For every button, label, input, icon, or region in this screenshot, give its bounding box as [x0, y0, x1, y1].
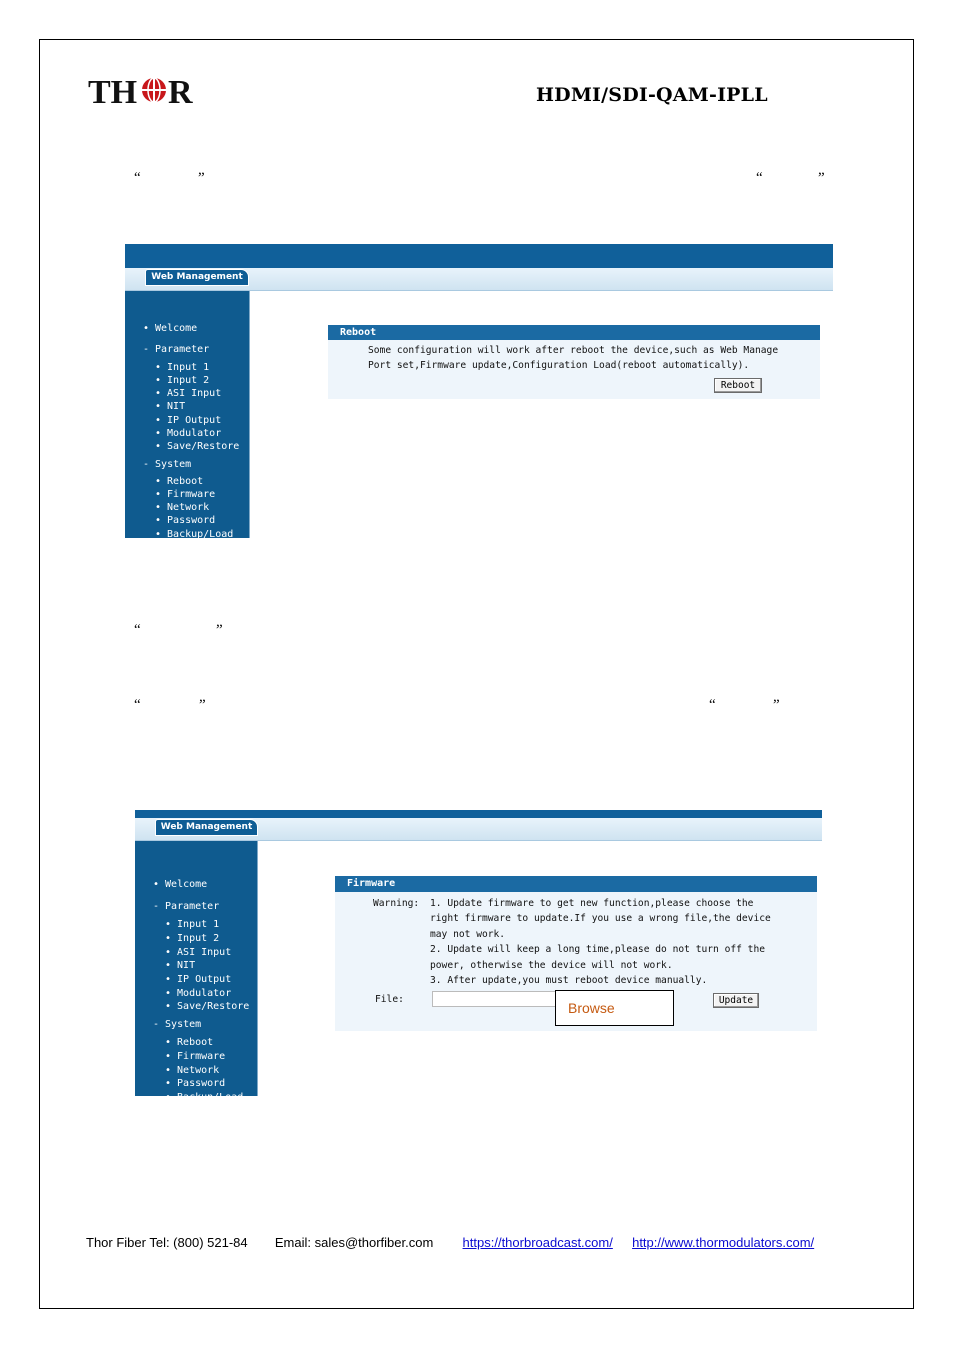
sidebar-item[interactable]: • Password: [155, 515, 216, 526]
reboot-message-line: Port set,Firmware update,Configuration Load(reboot automatically).: [368, 360, 750, 371]
reboot-screenshot: [125, 244, 833, 538]
quote-open: “: [134, 622, 141, 638]
firmware-screenshot: [135, 810, 822, 1103]
sidebar-menu: [125, 291, 250, 538]
sidebar-item[interactable]: • Reboot: [155, 476, 204, 487]
quote-close: ”: [216, 622, 223, 638]
footer-tel: Thor Fiber Tel: (800) 521-84: [86, 1235, 248, 1250]
sidebar-item[interactable]: • Backup/Load: [155, 529, 234, 540]
quote-open: “: [134, 697, 141, 713]
browse-button[interactable]: Browse: [555, 990, 674, 1026]
sidebar-menu: [135, 841, 258, 1103]
footer: [86, 1235, 814, 1250]
warning-line: 1. Update firmware to get new function,please choose the: [430, 898, 754, 909]
reboot-button[interactable]: Reboot: [714, 378, 762, 393]
document-title: HDMI/SDI-QAM-IPLL: [536, 84, 768, 106]
panel-title: Firmware: [335, 876, 817, 892]
footer-link-thormodulators[interactable]: http://www.thormodulators.com/: [632, 1235, 815, 1250]
warning-line: may not work.: [430, 928, 506, 940]
sidebar-item[interactable]: • Reboot: [165, 1037, 214, 1048]
sidebar-item[interactable]: - System: [143, 459, 192, 470]
sidebar-item[interactable]: • Save/Restore: [165, 1001, 250, 1012]
update-button[interactable]: Update: [713, 993, 759, 1008]
warning-line: power, otherwise the device will not work.: [430, 959, 673, 971]
sidebar-item[interactable]: • Input 2: [165, 933, 220, 944]
reboot-panel: [328, 325, 820, 399]
sidebar-item[interactable]: • ASI Input: [155, 388, 222, 399]
quote-open: “: [134, 170, 141, 186]
sidebar-item[interactable]: • ASI Input: [165, 947, 232, 958]
sidebar-item[interactable]: • Input 1: [155, 362, 210, 373]
sidebar-item[interactable]: • Modulator: [155, 428, 222, 439]
sidebar-item[interactable]: - Parameter: [153, 901, 220, 912]
quote-close: ”: [818, 170, 825, 186]
sidebar-item[interactable]: • IP Output: [165, 974, 232, 985]
sidebar-item[interactable]: • Firmware: [155, 489, 216, 500]
sidebar-item[interactable]: • Modulator: [165, 988, 232, 999]
sidebar-item[interactable]: • Input 2: [155, 375, 210, 386]
sidebar-item[interactable]: - Parameter: [143, 344, 210, 355]
top-banner: [135, 810, 822, 818]
quote-close: ”: [199, 697, 206, 713]
sidebar-item[interactable]: • Input 1: [165, 919, 220, 930]
sidebar-item[interactable]: • Welcome: [153, 879, 208, 890]
file-input[interactable]: [432, 991, 558, 1007]
sidebar-item[interactable]: • Firmware: [165, 1051, 226, 1062]
sidebar-item[interactable]: - System: [153, 1019, 202, 1030]
web-management-tab[interactable]: Web Management: [145, 269, 249, 286]
footer-link-thorbroadcast[interactable]: https://thorbroadcast.com/: [462, 1235, 613, 1250]
sidebar-item[interactable]: • NIT: [165, 960, 196, 971]
warning-line: 2. Update will keep a long time,please do not turn off the: [430, 944, 766, 956]
sidebar-item[interactable]: • Network: [165, 1065, 220, 1076]
quote-close: ”: [198, 170, 205, 186]
svg-text:TH: TH: [88, 74, 138, 111]
svg-text:R: R: [168, 74, 193, 111]
sidebar-item[interactable]: • IP Output: [155, 415, 222, 426]
reboot-message-line: Some configuration will work after reboot the device,such as Web Manage: [368, 345, 779, 356]
sidebar-item[interactable]: • NIT: [155, 401, 186, 412]
warning-line: right firmware to update.If you use a wrong file,the device: [430, 913, 771, 925]
thor-logo: [88, 70, 208, 110]
panel-title: Reboot: [328, 325, 820, 340]
warning-line: 3. After update,you must reboot device manually.: [430, 975, 708, 986]
file-label: File:: [375, 994, 404, 1005]
top-banner: [125, 244, 833, 268]
web-management-tab[interactable]: Web Management: [155, 819, 258, 836]
sidebar-item[interactable]: • Network: [155, 502, 210, 513]
quote-close: ”: [773, 697, 780, 713]
quote-open: “: [709, 697, 716, 713]
sidebar-item[interactable]: • Save/Restore: [155, 441, 240, 452]
page-border: [39, 39, 914, 1309]
sidebar-item[interactable]: • Welcome: [143, 323, 198, 334]
footer-email: Email: sales@thorfiber.com: [274, 1235, 434, 1250]
thor-logo-graphic: [88, 70, 208, 110]
warning-label: Warning:: [373, 898, 420, 909]
sidebar-item[interactable]: • Password: [165, 1078, 226, 1089]
quote-open: “: [756, 170, 763, 186]
sidebar-item[interactable]: • Backup/Load: [165, 1092, 244, 1103]
